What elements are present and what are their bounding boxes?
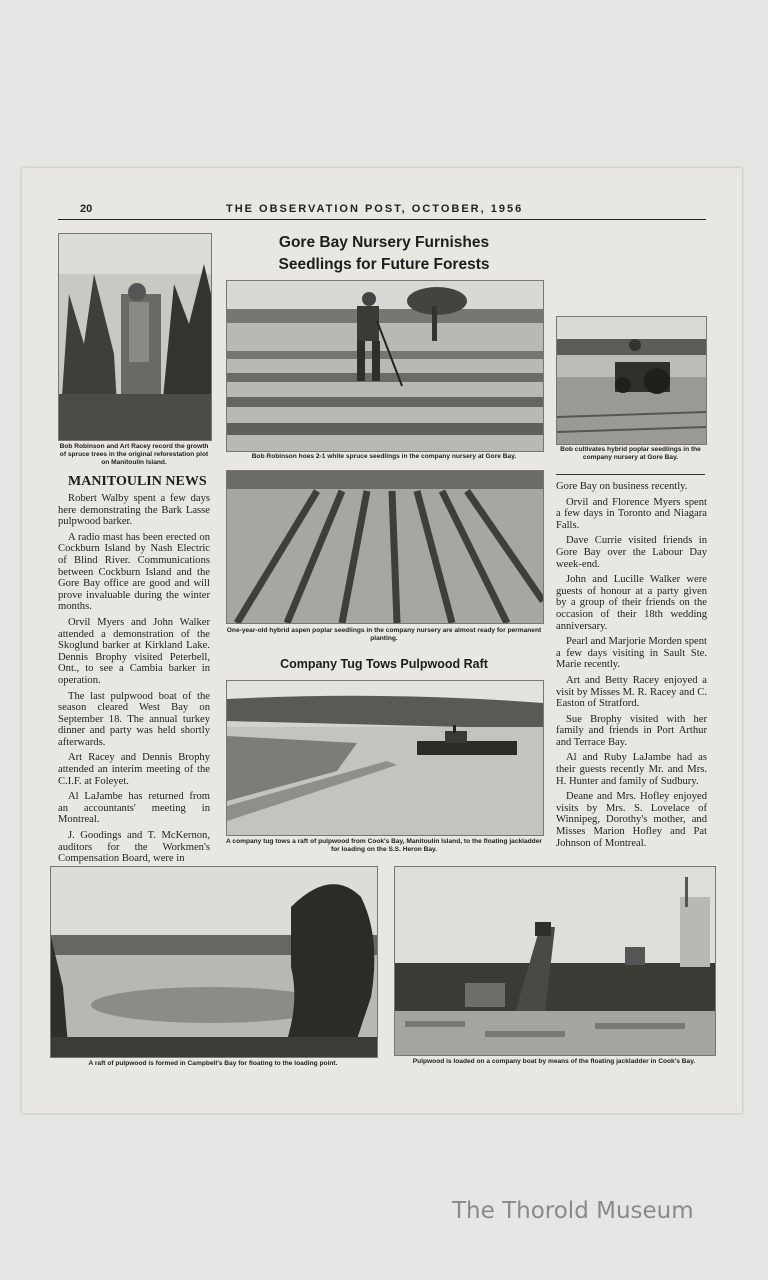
news-paragraph: Robert Walby spent a few days here demonstrating the Bark Lasse pulpwood barker. [58, 493, 210, 528]
caption-hoeing: Bob Robinson hoes 2-1 white spruce seedlings in the company nursery at Gore Bay. [251, 453, 517, 460]
news-paragraph: Orvil and Florence Myers spent a few days in Toronto and Niagara Falls. [556, 496, 707, 531]
right-news-column [556, 481, 707, 861]
news-paragraph: Pearl and Marjorie Morden spent a few days visiting in Sault Ste. Marie recently. [556, 636, 707, 671]
news-paragraph: Sue Brophy visited with her family and friends in Port Arthur and Terrace Bay. [556, 713, 707, 748]
photo-hoeing-seedlings [226, 280, 544, 452]
photo-raft-formed [50, 866, 378, 1058]
news-paragraph: John and Lucille Walker were guests of honour at a party given by a group of their friends on the occasion of their 18th wedding anniversary. [556, 574, 707, 632]
news-paragraph: Art Racey and Dennis Brophy attended an interim meeting of the C.I.F. at Foleyet. [58, 752, 210, 787]
news-paragraph: The last pulpwood boat of the season cleared West Bay on September 18. The annual turkey dinner and party was held shortly afterwards. [58, 690, 210, 748]
caption-raft-formed: A raft of pulpwood is formed in Campbell's Bay for floating to the loading point. [88, 1060, 338, 1067]
photo-aspen-seedlings [226, 470, 544, 624]
caption-loaded: Pulpwood is loaded on a company boat by means of the floating jackladder in Cook's Bay. [412, 1058, 696, 1065]
right-column-rule [556, 474, 705, 475]
photo-cultivating-poplar [556, 316, 707, 445]
news-paragraph: A radio mast has been erected on Cockburn Island by Nash Electric of Blind River. Communications between Cockburn Island and the Gore Bay office are good and will prove invaluable during the winter months. [58, 531, 210, 613]
museum-watermark: The Thorold Museum [452, 1198, 694, 1224]
news-paragraph: Gore Bay on business recently. [556, 481, 688, 492]
caption-tug: A company tug tows a raft of pulpwood from Cook's Bay, Manitoulin Island, to the floating jackladder for loading on the S.S. Heron Bay. [226, 838, 542, 853]
photo-jackladder-loading [394, 866, 716, 1056]
page-number: 20 [80, 203, 93, 215]
page-header [58, 203, 706, 220]
main-headline-line2: Seedlings for Future Forests [278, 256, 490, 273]
news-paragraph: Al and Ruby LaJambe had as their guests recently Mr. and Mrs. H. Hunter and family of Sudbury. [556, 752, 707, 787]
manitoulin-news-column [58, 493, 210, 863]
news-paragraph: Deane and Mrs. Hofley enjoyed visits by Mrs. S. Lovelace of Winnipeg, Dorothy's mother, and Misses Marion Hofley and Pat Johnson of Montreal. [556, 791, 707, 849]
news-paragraph: Dave Currie visited friends in Gore Bay over the Labour Day week-end. [556, 535, 707, 570]
news-paragraph: J. Goodings and T. McKernon, auditors for the Workmen's Compensation Board, were in [58, 830, 210, 865]
caption-spruce-record: Bob Robinson and Art Racey record the growth of spruce trees in the original reforestation plot on Manitoulin Island. [59, 443, 209, 466]
caption-aspen: One-year-old hybrid aspen poplar seedlings in the company nursery are almost ready for permanent planting. [226, 627, 542, 642]
tug-headline: Company Tug Tows Pulpwood Raft [280, 657, 488, 671]
news-paragraph: Al LaJambe has returned from an accountants' meeting in Montreal. [58, 791, 210, 826]
main-headline-line1: Gore Bay Nursery Furnishes [278, 234, 490, 251]
caption-cultivating: Bob cultivates hybrid poplar seedlings in the company nursery at Gore Bay. [560, 446, 701, 461]
publication-title: THE OBSERVATION POST, OCTOBER, 1956 [226, 203, 524, 215]
news-paragraph: Orvil Myers and John Walker attended a demonstration of the Skoglund barker at Kirkland Lake. Dennis Brophy visited Peterbell, Ont., to see a Cambia barker in operation. [58, 616, 210, 686]
news-paragraph: Art and Betty Racey enjoyed a visit by Misses M. R. Racey and C. Easton of Stratford. [556, 674, 707, 710]
manitoulin-news-heading: MANITOULIN NEWS [68, 474, 207, 489]
photo-spruce-trees [58, 233, 212, 441]
photo-tug-raft [226, 680, 544, 836]
